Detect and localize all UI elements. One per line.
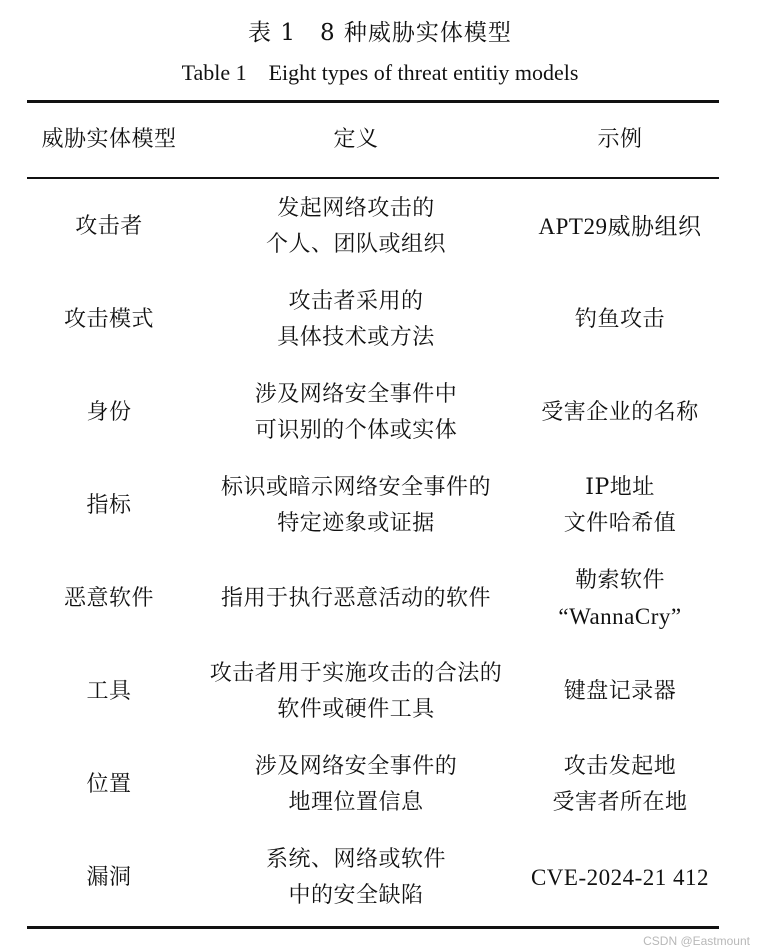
- example-line: 受害者所在地: [552, 789, 688, 815]
- entity-cell: 攻击者: [75, 213, 143, 239]
- table-row: [27, 366, 719, 459]
- definition-cell: [191, 749, 521, 821]
- table-caption-english: Table 1 Eight types of threat entitiy models: [181, 60, 579, 85]
- entity-cell: 指标: [86, 492, 132, 518]
- example-cell: [521, 470, 719, 542]
- definition-line: 攻击者采用的: [288, 288, 424, 314]
- definition-cell: [191, 377, 521, 449]
- definition-line: 中的安全缺陷: [288, 882, 424, 908]
- definition-line: 特定迹象或证据: [277, 510, 435, 536]
- entity-cell: 位置: [86, 771, 132, 797]
- header-cell-definition: 定义: [333, 127, 379, 152]
- table-row: [27, 459, 719, 552]
- table-caption-chinese: 表 1 8 种威胁实体模型: [248, 20, 512, 46]
- definition-line: 可识别的个体或实体: [254, 417, 458, 443]
- table-row: [27, 738, 719, 831]
- example-line: CVE-2024-21 412: [530, 864, 710, 890]
- header-cell-entity: 威胁实体模型: [41, 127, 177, 152]
- table-header-rule: [27, 177, 719, 179]
- example-cell: [521, 563, 719, 635]
- definition-line: 攻击者用于实施攻击的合法的: [209, 660, 503, 686]
- definition-cell: [191, 284, 521, 356]
- definition-cell: [191, 581, 521, 617]
- table-row: [27, 645, 719, 738]
- table-row: [27, 552, 719, 645]
- definition-line: 标识或暗示网络安全事件的: [220, 474, 491, 500]
- entity-cell: 工具: [86, 678, 132, 704]
- definition-cell: [191, 656, 521, 728]
- definition-cell: [191, 842, 521, 914]
- definition-line: 个人、团队或组织: [265, 231, 446, 257]
- example-line: 键盘记录器: [563, 678, 677, 704]
- example-cell: [521, 395, 719, 431]
- example-line: 文件哈希值: [563, 510, 677, 536]
- definition-line: 涉及网络安全事件中: [254, 381, 458, 407]
- example-cell: [521, 302, 719, 338]
- example-line: APT29威胁组织: [538, 213, 702, 239]
- example-line: 勒索软件: [574, 567, 665, 593]
- watermark-text: CSDN @Eastmount: [643, 934, 750, 948]
- example-cell: [521, 749, 719, 821]
- definition-line: 具体技术或方法: [277, 324, 435, 350]
- example-line: 受害企业的名称: [541, 399, 699, 425]
- table-row: [27, 831, 719, 924]
- definition-line: 地理位置信息: [288, 789, 424, 815]
- example-line: IP地址: [585, 474, 655, 500]
- table-top-rule: [27, 100, 719, 103]
- definition-cell: [191, 191, 521, 263]
- entity-cell: 身份: [86, 399, 132, 425]
- example-line: 攻击发起地: [563, 753, 677, 779]
- table-body: [27, 180, 719, 924]
- table-bottom-rule: [27, 926, 719, 929]
- definition-line: 发起网络攻击的: [277, 195, 435, 221]
- table-header-row: [27, 104, 719, 176]
- example-line: 钓鱼攻击: [574, 306, 665, 332]
- entity-cell: 攻击模式: [63, 306, 154, 332]
- entity-cell: 漏洞: [86, 864, 132, 890]
- example-line: “WannaCry”: [558, 603, 682, 629]
- table-row: [27, 180, 719, 273]
- example-cell: [521, 209, 719, 245]
- table-row: [27, 273, 719, 366]
- example-cell: [521, 860, 719, 896]
- example-cell: [521, 674, 719, 710]
- entity-cell: 恶意软件: [63, 585, 154, 611]
- definition-cell: [191, 470, 521, 542]
- definition-line: 指用于执行恶意活动的软件: [220, 585, 491, 611]
- definition-line: 软件或硬件工具: [277, 696, 435, 722]
- header-cell-example: 示例: [597, 127, 643, 152]
- definition-line: 系统、网络或软件: [265, 846, 446, 872]
- definition-line: 涉及网络安全事件的: [254, 753, 458, 779]
